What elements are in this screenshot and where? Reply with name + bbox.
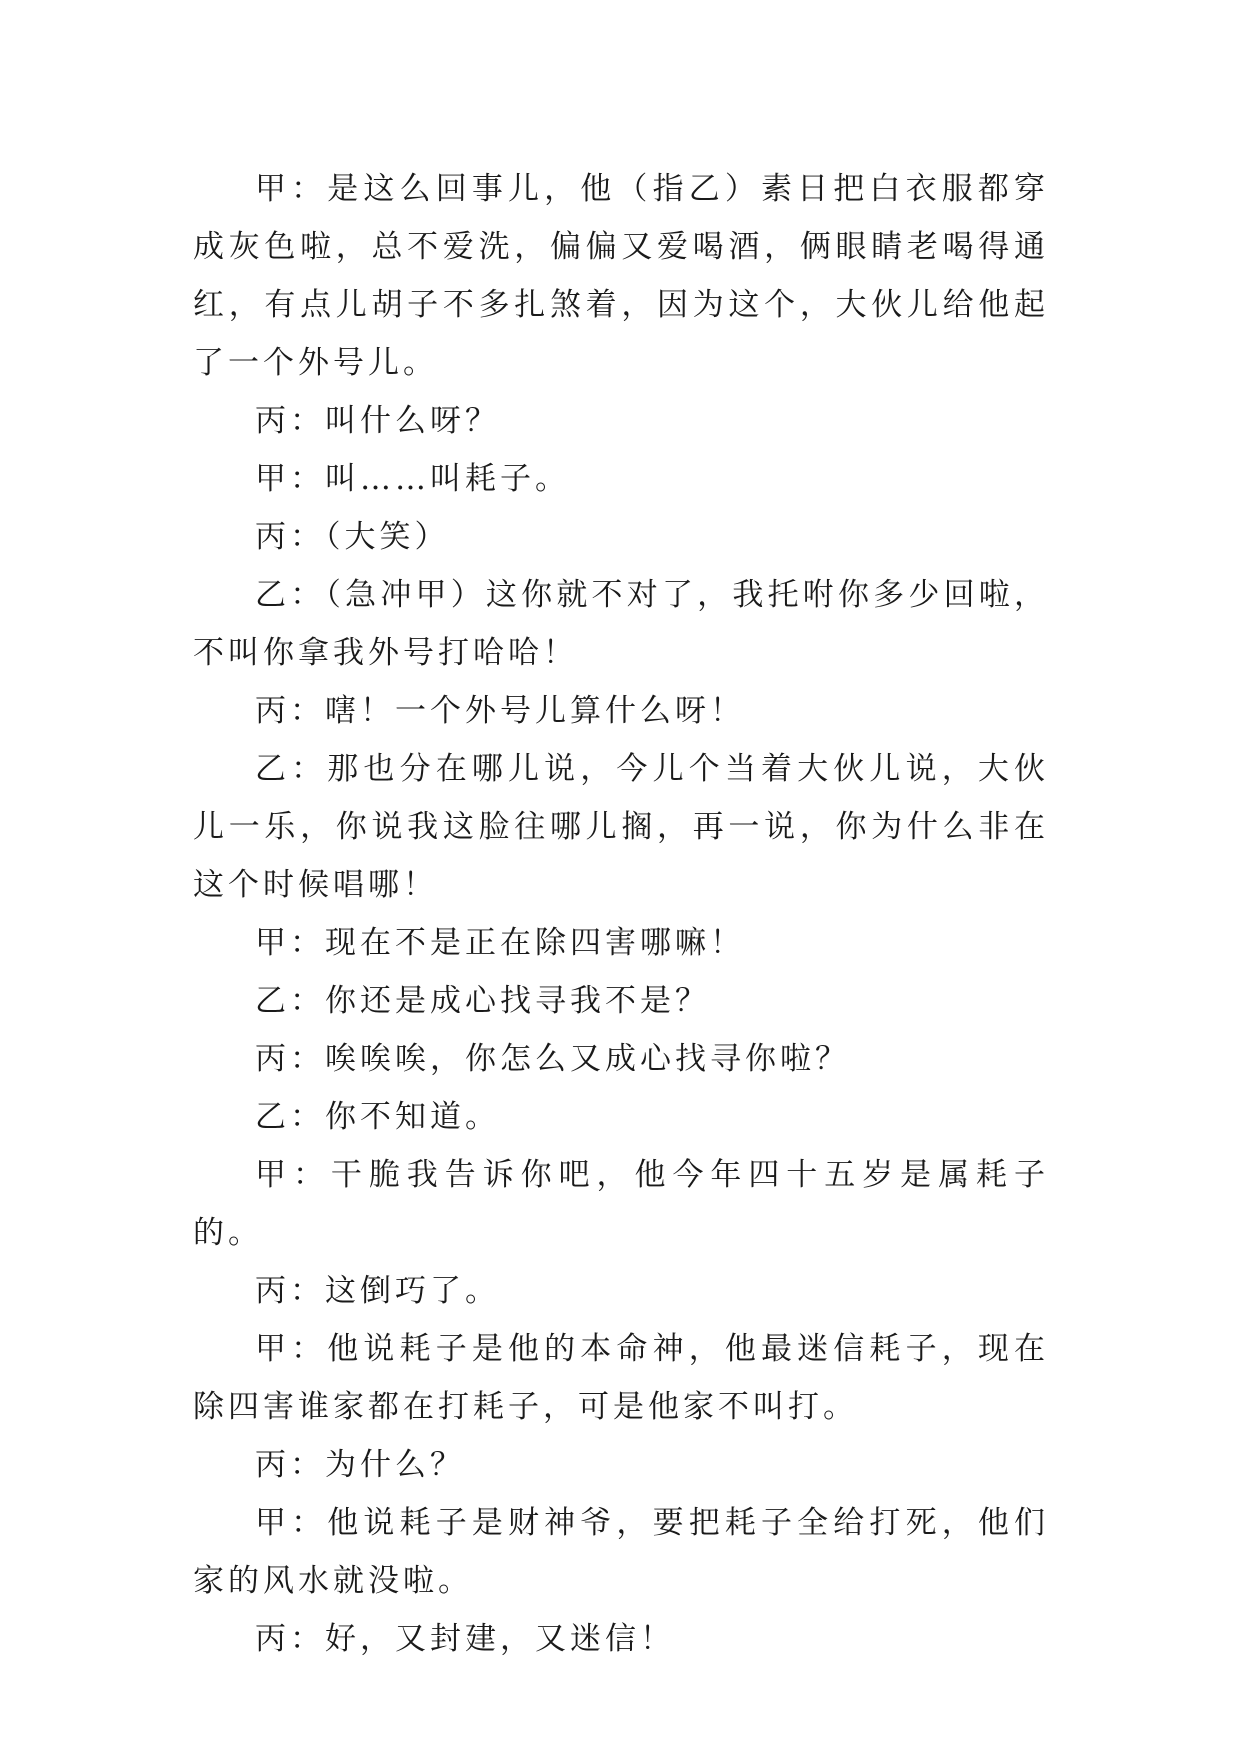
dialogue-line: 甲：叫……叫耗子。	[255, 461, 570, 497]
dialogue-line: 乙：你不知道。	[255, 1099, 500, 1135]
dialogue-line: 丙：（大笑）	[255, 519, 450, 555]
dialogue-line: 丙：嗐！一个外号儿算什么呀！	[255, 693, 745, 729]
dialogue-line: 甲：他说耗子是财神爷，要把耗子全给打死，他们家的风水就没啦。	[193, 1505, 1049, 1599]
dialogue-text	[193, 160, 1049, 1668]
dialogue-line: 乙：你还是成心找寻我不是？	[255, 983, 710, 1019]
dialogue-line: 甲：他说耗子是他的本命神，他最迷信耗子，现在除四害谁家都在打耗子，可是他家不叫打。	[193, 1331, 1049, 1425]
dialogue-line: 丙：这倒巧了。	[255, 1273, 500, 1309]
dialogue-line: 丙：好，又封建，又迷信！	[255, 1621, 675, 1657]
dialogue-line: 丙：叫什么呀？	[255, 403, 500, 439]
dialogue-line: 丙：唉唉唉，你怎么又成心找寻你啦？	[255, 1041, 850, 1077]
dialogue-line: 甲：干脆我告诉你吧，他今年四十五岁是属耗子的。	[193, 1157, 1049, 1251]
dialogue-line: 甲：是这么回事儿，他（指乙）素日把白衣服都穿成灰色啦，总不爱洗，偏偏又爱喝酒，俩眼睛老喝得通红，有点儿胡子不多扎煞着，因为这个，大伙儿给他起了一个外号儿。	[193, 171, 1049, 381]
dialogue-line: 甲：现在不是正在除四害哪嘛！	[255, 925, 745, 961]
dialogue-line: 乙：（急冲甲）这你就不对了，我托咐你多少回啦，不叫你拿我外号打哈哈！	[193, 577, 1049, 671]
dialogue-line: 丙：为什么？	[255, 1447, 465, 1483]
dialogue-line: 乙：那也分在哪儿说，今儿个当着大伙儿说，大伙儿一乐，你说我这脸往哪儿搁，再一说，你为什么非在这个时候唱哪！	[193, 751, 1049, 903]
